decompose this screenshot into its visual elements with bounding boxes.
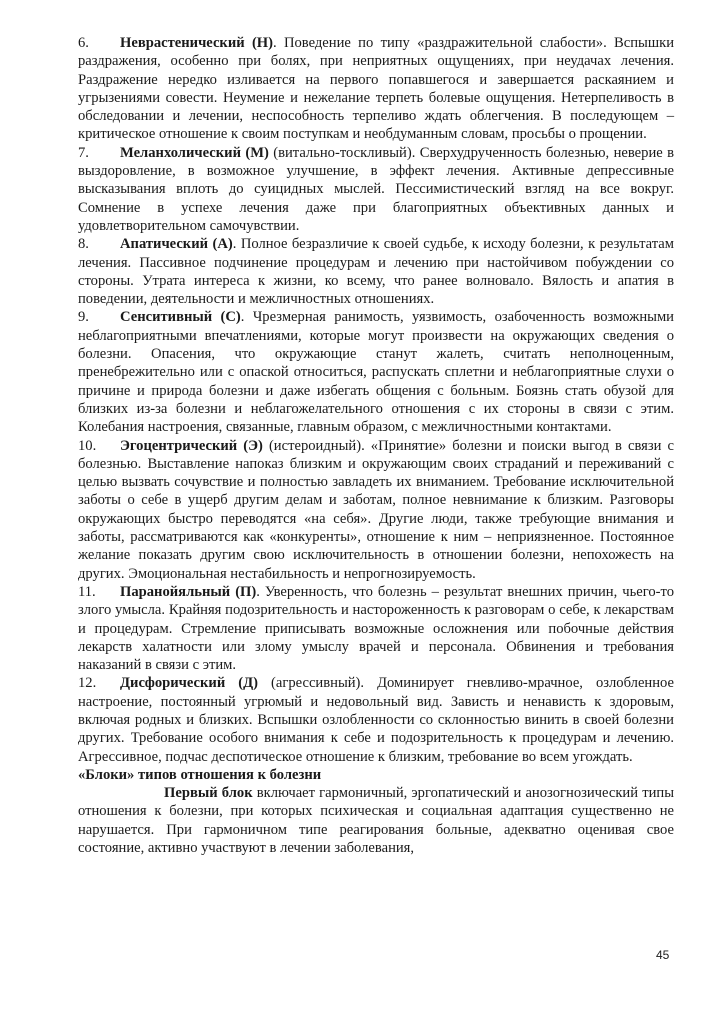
list-item-8 — [78, 235, 674, 308]
paragraph-lead: Первый блок — [164, 785, 253, 802]
section-heading: «Блоки» типов отношения к болезни — [78, 766, 322, 783]
item-type-name: Сенситивный (С) — [120, 309, 241, 326]
item-number: 9. — [78, 309, 89, 326]
page-number: 45 — [656, 948, 670, 962]
list-item-11 — [78, 583, 674, 674]
item-type-name: Эгоцентрический (Э) — [120, 437, 263, 454]
item-type-name: Дисфорический (Д) — [120, 675, 259, 692]
item-description: . Поведение по типу «раздражительной слабости». Вспышки раздражения, особенно при болях, при неприятных ощущениях, при неудачах лечения. Раздражение нередко изливается на первого попавшегося и завершается раскаянием и угрызениями совести. Неумение и нежелание терпеть болевые ощущения. Нетерпеливость в обследовании и лечении, неспособность терпеливо ждать облегчения. В последующем – критическое отношение к своим поступкам и необдуманным словам, просьбы о прощении. — [78, 35, 674, 143]
item-description: . Полное безразличие к своей судьбе, к исходу болезни, к результатам лечения. Пассивное подчинение процедурам и лечению при настойчивом побуждении со стороны. Утрата интереса к жизни, ко всему, что ранее волновало. Вялость и апатия в поведении, деятельности и межличностных отношениях. — [78, 236, 674, 308]
closing-paragraph — [78, 784, 674, 857]
item-description: . Уверенность, что болезнь – результат внешних причин, чьего-то злого умысла. Крайняя подозрительность и настороженность к разговорам о себе, к лекарствам и процедурам. Стремление приписывать возможные осложнения или побочные действия лекарств халатности или злому умыслу врачей и персонала. Обвинения и требования наказаний в связи с этим. — [78, 583, 674, 674]
document-page — [78, 34, 674, 857]
item-number: 6. — [78, 35, 89, 51]
list-item-9 — [78, 308, 674, 436]
paragraph-text: включает гармоничный, эргопатический и анозогнозический типы отношения к болезни, при которых психическая и социальная адаптация существенно не нарушается. При гармоничном типе реагирования больные, адекватно оценивая свое состояние, активно участвуют в лечении заболевания, — [78, 785, 674, 857]
item-number: 12. — [78, 675, 97, 692]
item-type-name: Неврастенический (Н) — [120, 35, 274, 51]
item-number: 10. — [78, 437, 97, 454]
item-number: 8. — [78, 236, 89, 253]
item-description: (истероидный). «Принятие» болезни и поиски выгод в связи с болезнью. Выставление напоказ близким и окружающим своих страданий и переживаний с целью вызвать сочувствие и полностью завладеть их вниманием. Требование исключительной заботы о себе в ущерб другим делам и заботам, полное невнимание к близким. Разговоры окружающих быстро переводятся «на себя». Другие люди, также требующие внимания и заботы, рассматриваются как «конкуренты», отношение к ним – неприязненное. Постоянное желание показать другим свою исключительность в отношении болезни, непохожесть на других. Эмоциональная нестабильность и непрогнозируемость. — [78, 437, 674, 582]
item-type-name: Меланхолический (М) — [120, 144, 269, 161]
item-type-name: Паранойяльный (П) — [120, 583, 257, 600]
item-description: . Чрезмерная ранимость, уязвимость, озабоченность возможными неблагоприятными впечатлениями, которые могут произвести на окружающих сведения о болезни. Опасения, что окружающие станут жалеть, считать неполноценным, пренебрежительно или с опаской относиться, распускать сплетни и неблагоприятные слухи о причине и природа болезни и даже избегать общения с больным. Боязнь стать обузой для близких из-за болезни и неблагожелательного отношения с их стороны в связи с этим. Колебания настроения, связанные, главным образом, с межличностными контактами. — [78, 309, 674, 436]
item-number: 7. — [78, 144, 89, 161]
list-item-7 — [78, 144, 674, 235]
list-item-6 — [78, 34, 674, 144]
item-description: (агрессивный). Доминирует гневливо-мрачное, озлобленное настроение, постоянный угрюмый и недовольный вид. Зависть и ненависть к здоровым, включая родных и близких. Вспышки озлобленности со склонностью винить в своей болезни других. Требование особого внимания к себе и подозрительность к процедурам и лечению. Агрессивное, подчас деспотическое отношение к близким, требование во всем угождать. — [78, 675, 674, 765]
list-item-12 — [78, 674, 674, 765]
list-item-10 — [78, 437, 674, 583]
item-number: 11. — [78, 583, 96, 600]
item-description: (витально-тоскливый). Сверхудрученность болезнью, неверие в выздоровление, в возможное улучшение, в эффект лечения. Активные депрессивные высказывания вплоть до суицидных мыслей. Пессимистический взгляд на все вокруг. Сомнение в успехе лечения даже при благоприятных объективных данных и удовлетворительном самочувствии. — [78, 144, 674, 234]
item-type-name: Апатический (А) — [120, 236, 233, 253]
